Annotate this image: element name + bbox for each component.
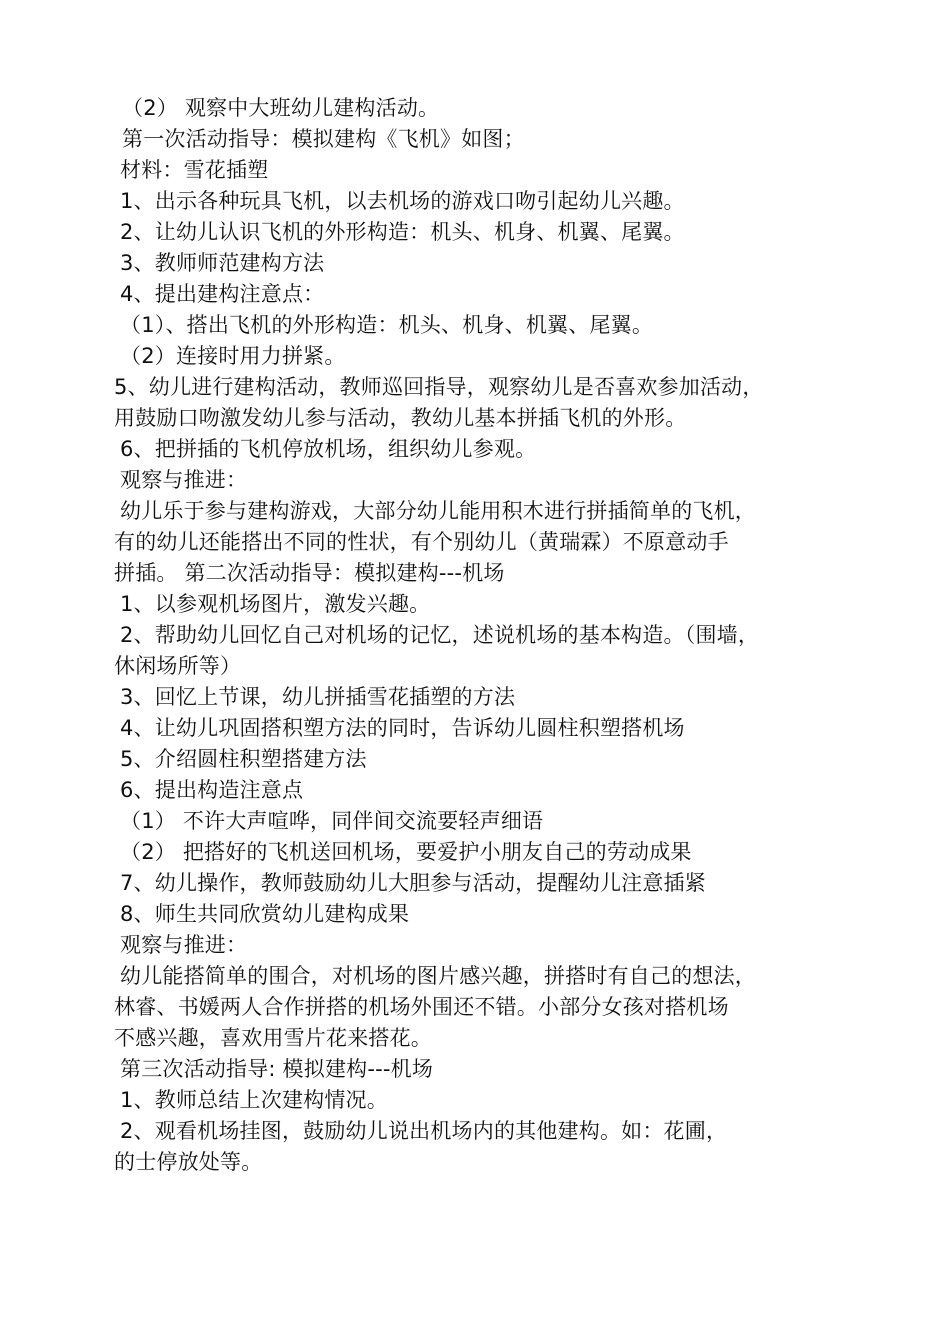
text-line: （2） 把搭好的飞机送回机场，要爱护小朋友自己的劳动成果	[120, 840, 692, 864]
text-line: 6、把拼插的飞机停放机场，组织幼儿参观。	[120, 437, 537, 461]
text-line: 幼儿乐于参与建构游戏，大部分幼儿能用积木进行拼插简单的飞机，	[120, 499, 756, 523]
text-line: 材料：雪花插塑	[120, 158, 269, 182]
text-line: （2） 观察中大班幼儿建构活动。	[122, 96, 440, 120]
text-line: 不感兴趣，喜欢用雪片花来搭花。	[114, 1026, 432, 1050]
text-line: 1、出示各种玩具飞机，以去机场的游戏口吻引起幼儿兴趣。	[120, 189, 685, 213]
text-line: 林睿、书媛两人合作拼搭的机场外围还不错。小部分女孩对搭机场	[114, 995, 729, 1019]
text-line: 用鼓励口吻激发幼儿参与活动，教幼儿基本拼插飞机的外形。	[114, 406, 687, 430]
text-line: 第一次活动指导：模拟建构《飞机》如图；	[122, 127, 525, 151]
text-line: 观察与推进：	[120, 468, 248, 492]
text-line: 2、让幼儿认识飞机的外形构造：机头、机身、机翼、尾翼。	[120, 220, 685, 244]
text-line: 拼插。 第二次活动指导：模拟建构---机场	[114, 561, 505, 585]
text-line: 幼儿能搭简单的围合，对机场的图片感兴趣，拼搭时有自己的想法，	[120, 964, 756, 988]
text-line: 3、教师师范建构方法	[120, 251, 325, 275]
text-line: 4、让幼儿巩固搭积塑方法的同时，告诉幼儿圆柱积塑搭机场	[120, 716, 685, 740]
text-line: 5、幼儿进行建构活动，教师巡回指导，观察幼儿是否喜欢参加活动，	[114, 375, 764, 399]
text-line: 观察与推进：	[120, 933, 248, 957]
text-line: 7、幼儿操作，教师鼓励幼儿大胆参与活动，提醒幼儿注意插紧	[120, 871, 706, 895]
text-line: 4、提出建构注意点：	[120, 282, 325, 306]
text-line: 休闲场所等）	[114, 654, 242, 678]
text-line: 有的幼儿还能搭出不同的性状，有个别幼儿（黄瑞霖）不原意动手	[114, 530, 729, 554]
text-line: 1、以参观机场图片，激发兴趣。	[120, 592, 431, 616]
text-line: 6、提出构造注意点	[120, 778, 304, 802]
text-line: （1） 不许大声喧哗，同伴间交流要轻声细语	[120, 809, 544, 833]
text-line: 的士停放处等。	[114, 1150, 263, 1174]
text-line: （2）连接时用力拼紧。	[120, 344, 346, 368]
text-line: 5、介绍圆柱积塑搭建方法	[120, 747, 367, 771]
text-line: 8、师生共同欣赏幼儿建构成果	[120, 902, 410, 926]
text-line: 2、观看机场挂图，鼓励幼儿说出机场内的其他建构。如：花圃，	[120, 1119, 728, 1143]
text-line: 3、回忆上节课，幼儿拼插雪花插塑的方法	[120, 685, 516, 709]
text-line: （1）、搭出飞机的外形构造：机头、机身、机翼、尾翼。	[120, 313, 654, 337]
text-line: 1、教师总结上次建构情况。	[120, 1088, 388, 1112]
text-line: 第三次活动指导: 模拟建构---机场	[120, 1057, 434, 1081]
text-line: 2、帮助幼儿回忆自己对机场的记忆，述说机场的基本构造。（围墙，	[120, 623, 760, 647]
